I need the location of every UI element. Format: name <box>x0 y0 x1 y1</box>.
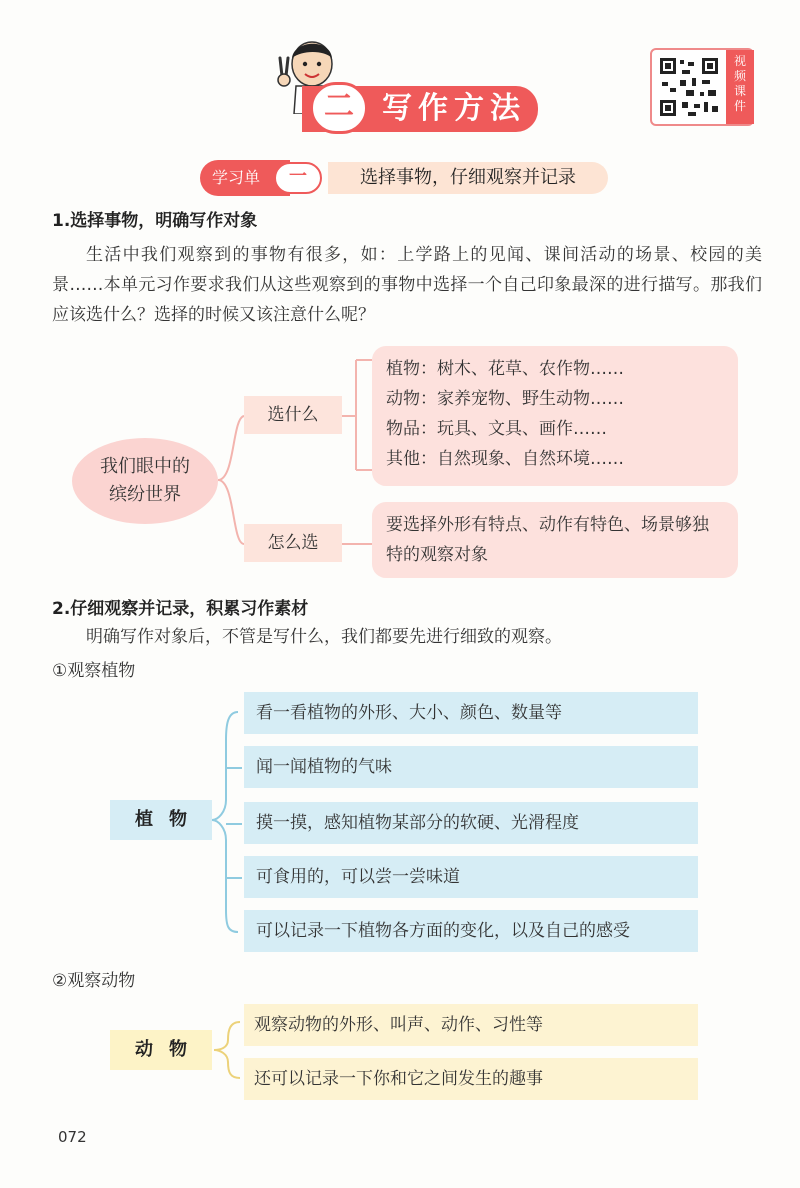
page-number: 072 <box>58 1128 87 1146</box>
connector-to-xuanshenme <box>218 416 244 480</box>
unit-number: 一 <box>274 162 322 194</box>
category-item: 其他：自然现象、自然环境…… <box>386 449 624 469</box>
animals-subheading: ②观察动物 <box>52 971 136 991</box>
qr-side-label[interactable] <box>726 50 754 124</box>
section-number: 二 <box>310 82 368 134</box>
qr-code-icon[interactable] <box>658 56 720 118</box>
qr-label-char: 件 <box>733 99 746 113</box>
unit-title-bar <box>200 160 608 196</box>
animal-item: 还可以记录一下你和它之间发生的趣事 <box>244 1058 698 1100</box>
category-item: 植物：树木、花草、农作物…… <box>386 359 624 379</box>
plants-bracket-ticks <box>226 768 242 878</box>
part2-heading: 2.仔细观察并记录，积累习作素材 <box>52 599 309 619</box>
plant-item: 闻一闻植物的气味 <box>244 746 698 788</box>
branch-zenmexuan: 怎么选 <box>244 524 342 562</box>
plant-item: 摸一摸，感知植物某部分的软硬、光滑程度 <box>244 802 698 844</box>
map-center <box>72 438 218 524</box>
animals-label: 动物 <box>110 1030 212 1070</box>
xuanshenme-box <box>372 346 738 486</box>
part1-heading: 1.选择事物，明确写作对象 <box>52 211 258 231</box>
plant-item: 看一看植物的外形、大小、颜色、数量等 <box>244 692 698 734</box>
animals-bracket <box>214 1022 240 1078</box>
plant-item: 可食用的，可以尝一尝味道 <box>244 856 698 898</box>
branch-xuanshenme: 选什么 <box>244 396 342 434</box>
map-center-line2: 缤纷世界 <box>109 484 181 505</box>
unit-title: 选择事物，仔细观察并记录 <box>328 162 608 194</box>
qr-label-char: 课 <box>733 84 746 98</box>
section-title: 写作方法 <box>382 91 526 126</box>
qr-label-char: 频 <box>733 69 746 83</box>
animal-item: 观察动物的外形、叫声、动作、习性等 <box>244 1004 698 1046</box>
map-center-line1: 我们眼中的 <box>100 456 190 477</box>
plants-subheading: ①观察植物 <box>52 661 136 681</box>
connector-to-zenmexuan <box>218 480 244 544</box>
qr-label-char: 视 <box>733 54 746 68</box>
qr-video-courseware[interactable] <box>650 48 754 126</box>
category-item: 物品：玩具、文具、画作…… <box>386 419 607 439</box>
plants-label: 植物 <box>110 800 212 840</box>
unit-prefix: 学习单 <box>200 160 290 196</box>
category-item: 动物：家养宠物、野生动物…… <box>386 389 624 409</box>
zenmexuan-box: 要选择外形有特点、动作有特色、场景够独特的观察对象 <box>372 502 738 578</box>
part2-paragraph: 明确写作对象后，不管是写什么，我们都要先进行细致的观察。 <box>86 627 562 647</box>
plants-bracket <box>212 712 238 932</box>
bracket-xuanshenme <box>342 360 372 470</box>
plant-item: 可以记录一下植物各方面的变化，以及自己的感受 <box>244 910 698 952</box>
part1-paragraph: 生活中我们观察到的事物有很多，如：上学路上的见闻、课间活动的场景、校园的美景……本单元习作要求我们从这些观察到的事物中选择一个自己印象最深的进行描写。那我们应该选什么？选择的时候又该注意什么呢？ <box>52 245 762 325</box>
